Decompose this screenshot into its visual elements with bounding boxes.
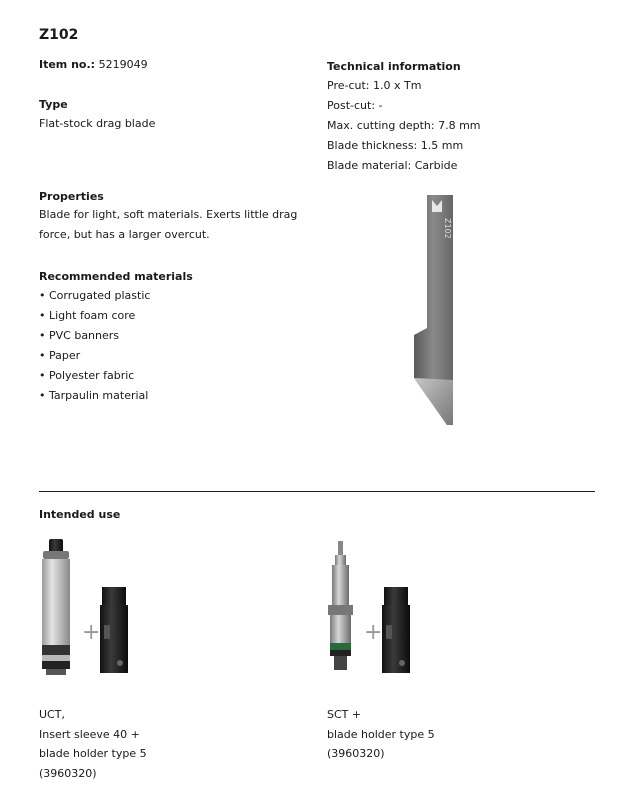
item-number-value: 5219049 bbox=[98, 58, 148, 71]
tech-cutting-depth: Max. cutting depth: 7.8 mm bbox=[327, 119, 481, 132]
materials-list bbox=[39, 286, 193, 406]
sct-tool-image bbox=[318, 535, 428, 680]
uct-tool-image bbox=[36, 535, 146, 680]
properties-section bbox=[39, 189, 309, 245]
caption-line: Insert sleeve 40 + bbox=[39, 727, 140, 741]
tech-blade-thickness: Blade thickness: 1.5 mm bbox=[327, 139, 464, 152]
caption-line: (3960320) bbox=[327, 747, 385, 760]
caption-line: UCT, bbox=[39, 708, 65, 721]
properties-text: Blade for light, soft materials. Exerts little drag force, but has a larger overcut. bbox=[39, 208, 298, 241]
page-title: Z102 bbox=[39, 27, 79, 43]
list-item: • Corrugated plastic bbox=[39, 286, 193, 306]
list-item: • Polyester fabric bbox=[39, 366, 193, 386]
technical-information bbox=[327, 58, 481, 176]
item-number bbox=[39, 58, 148, 71]
technical-label: Technical information bbox=[327, 60, 461, 73]
sct-caption bbox=[327, 705, 435, 764]
blade-image bbox=[405, 190, 465, 430]
properties-label: Properties bbox=[39, 190, 104, 203]
recommended-materials bbox=[39, 268, 193, 406]
intended-use-label: Intended use bbox=[39, 508, 121, 521]
plus-icon: + bbox=[82, 620, 101, 645]
item-number-label: Item no.: bbox=[39, 58, 96, 71]
recommended-label: Recommended materials bbox=[39, 270, 193, 283]
list-item: • PVC banners bbox=[39, 326, 193, 346]
plus-icon: + bbox=[364, 620, 383, 645]
caption-line: (3960320) bbox=[39, 766, 97, 780]
list-item: • Paper bbox=[39, 346, 193, 366]
type-label: Type bbox=[39, 98, 68, 111]
tech-blade-material: Blade material: Carbide bbox=[327, 159, 458, 172]
blade-engraving: Z102 bbox=[443, 218, 452, 239]
tech-precut: Pre-cut: 1.0 x Tm bbox=[327, 79, 422, 92]
type-value: Flat-stock drag blade bbox=[39, 117, 156, 130]
tech-postcut: Post-cut: - bbox=[327, 99, 383, 112]
uct-caption bbox=[39, 705, 147, 783]
caption-line: blade holder type 5 bbox=[39, 747, 147, 760]
section-divider bbox=[39, 491, 595, 492]
type-section bbox=[39, 96, 155, 134]
list-item: • Light foam core bbox=[39, 306, 193, 326]
caption-line: SCT + bbox=[327, 708, 362, 721]
caption-line: blade holder type 5 bbox=[327, 727, 435, 741]
list-item: • Tarpaulin material bbox=[39, 386, 193, 406]
